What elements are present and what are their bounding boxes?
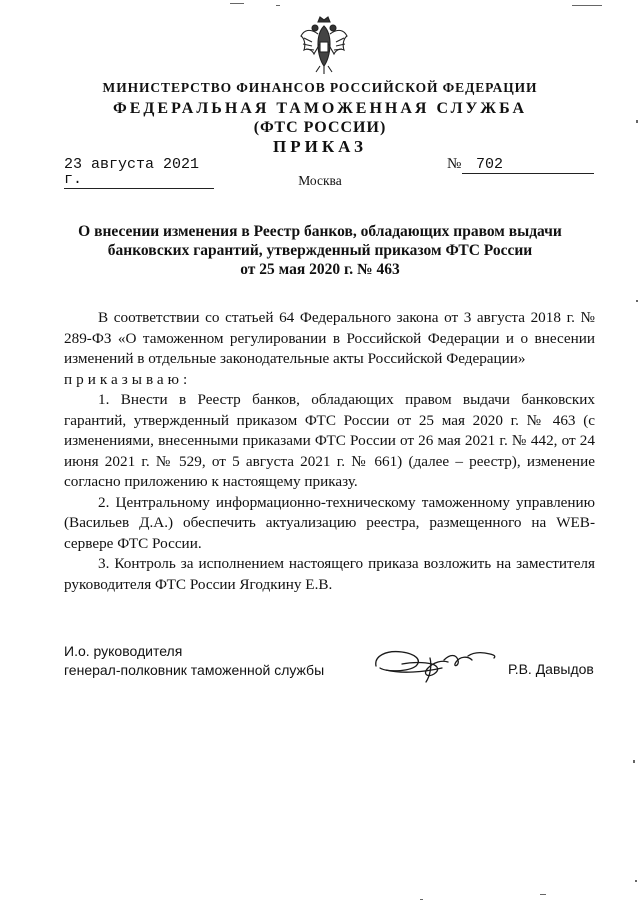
service-abbreviation: (ФТС РОССИИ) [253, 119, 387, 136]
signatory-position-line-2: генерал-полковник таможенной службы [64, 662, 325, 678]
subject-line-2: банковских гарантий, утвержденный приказом ФТС России [107, 242, 533, 259]
order-item-1: 1. Внести в Реестр банков, обладающих правом выдачи банковских гарантий, утвержденный приказом ФТС России от 25 мая 2020 г. № 463 (с изменениями, внесенными приказами ФТС России от 26 мая 2021 г. № 442, от 24 июня 2021 г. № 529, от 5 августа 2021 г. № 661) (далее – реестр), изменение согласно приложению к настоящему приказу. [64, 391, 595, 490]
document-city: Москва [298, 173, 342, 188]
document-type: ПРИКАЗ [273, 137, 367, 156]
signatory-name: Р.В. Давыдов [508, 661, 594, 677]
service-name: ФЕДЕРАЛЬНАЯ ТАМОЖЕННАЯ СЛУЖБА [112, 100, 528, 117]
subject-line-3: от 25 мая 2020 г. № 463 [240, 261, 400, 278]
coat-of-arms-emblem-icon [298, 14, 350, 76]
order-word: приказываю: [64, 370, 192, 388]
order-item-3: 3. Контроль за исполнением настоящего приказа возложить на заместителя руководителя ФТС России Ягодкину Е.В. [64, 555, 595, 593]
document-date: 23 августа 2021 г. [64, 157, 214, 189]
number-label: № [447, 156, 462, 172]
subject-line-1: О внесении изменения в Реестр банков, обладающих правом выдачи [78, 223, 562, 240]
ministry-name: МИНИСТЕРСТВО ФИНАНСОВ РОССИЙСКОЙ ФЕДЕРАЦИИ [102, 80, 538, 95]
document-body [64, 308, 595, 595]
document-subject [0, 222, 640, 279]
signatory-position [64, 642, 324, 680]
preamble-paragraph: В соответствии со статьей 64 Федерального закона от 3 августа 2018 г. № 289-ФЗ «О таможенном регулировании в Российской Федерации и о внесении изменений в отдельные законодательные акты Российской Федерации» [64, 309, 595, 367]
signatory-position-line-1: И.о. руководителя [64, 643, 183, 659]
document-number: 702 [462, 157, 594, 174]
order-item-2: 2. Центральному информационно-техническому таможенному управлению (Васильев Д.А.) обеспечить актуализацию реестра, размещенного на WEB-сервере ФТС России. [64, 493, 595, 552]
handwritten-signature-icon [372, 640, 498, 684]
